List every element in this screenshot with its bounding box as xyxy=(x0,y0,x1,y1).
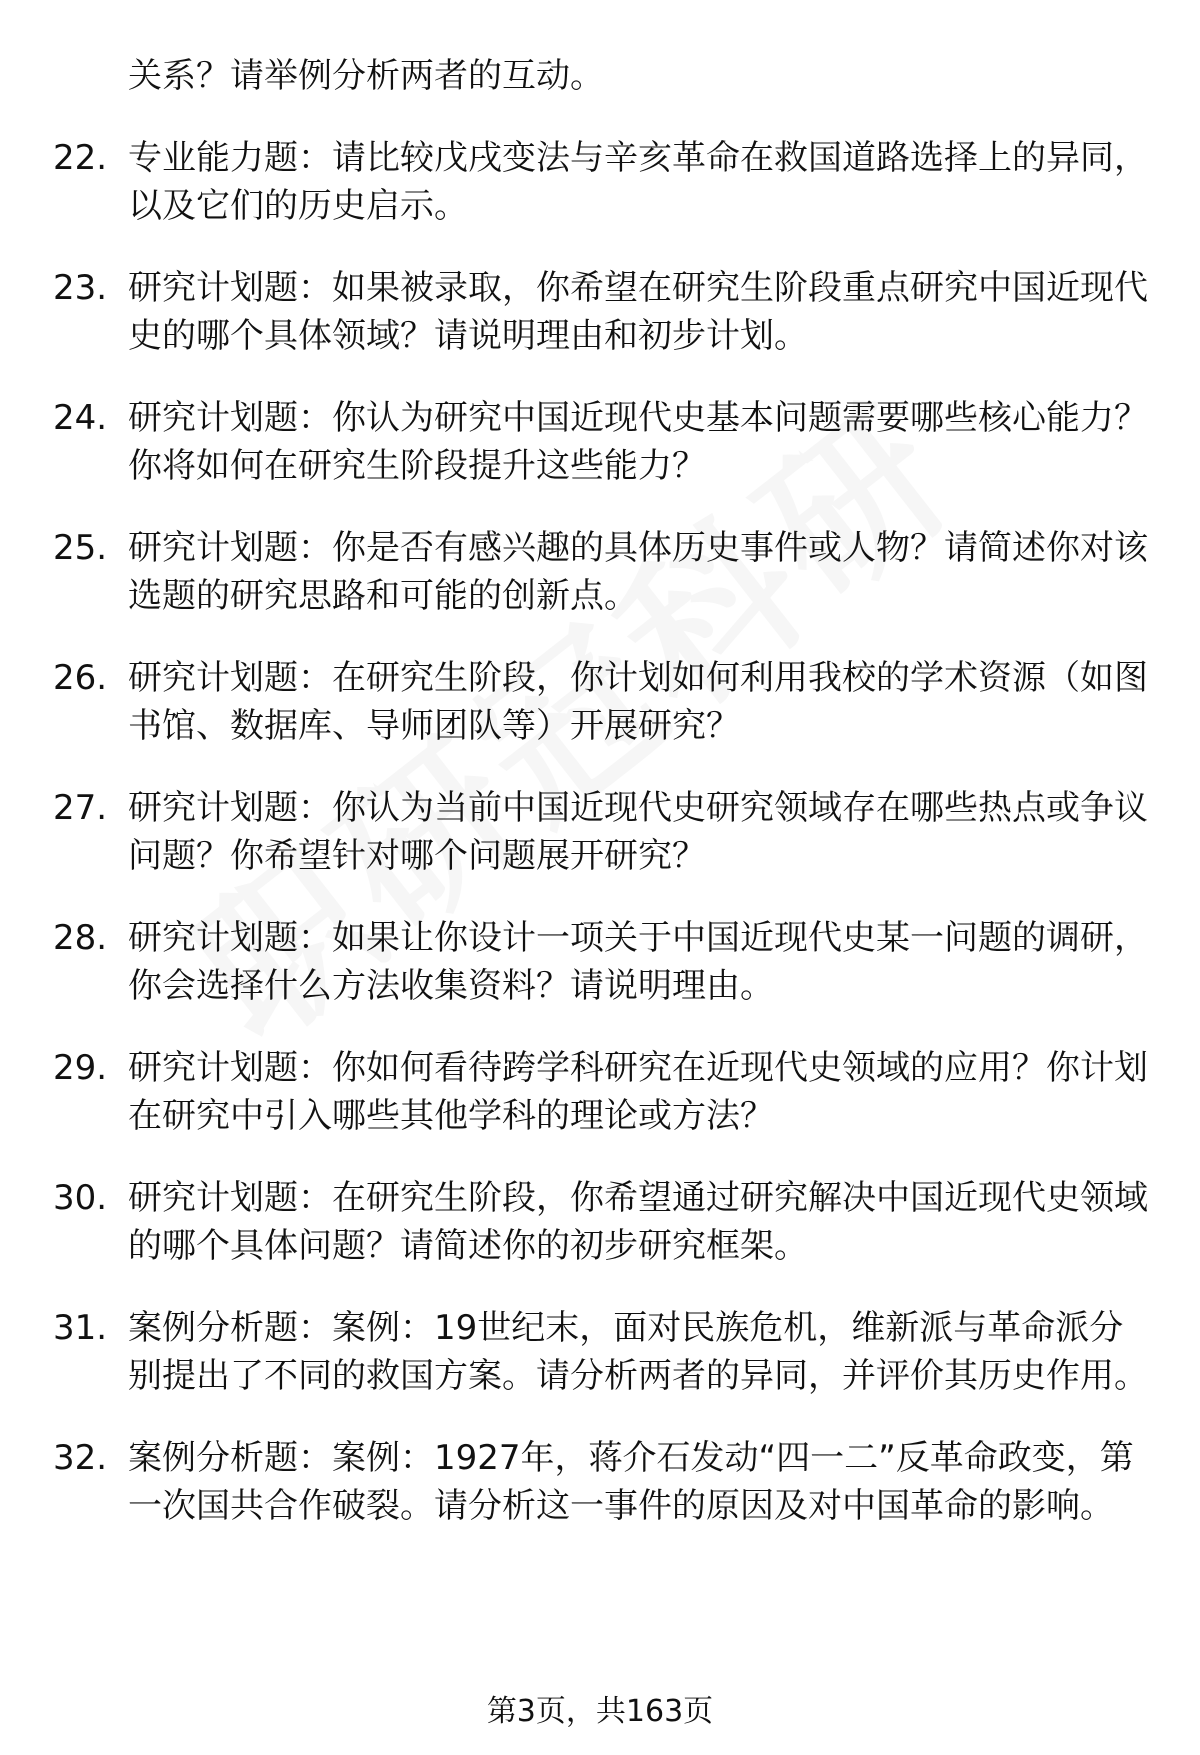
question-text: 研究计划题：你认为当前中国近现代史研究领域存在哪些热点或争议问题？你希望针对哪个问题展开研究？ xyxy=(128,788,1148,876)
question-number: 27. xyxy=(53,788,108,828)
question-number: 22. xyxy=(53,138,108,178)
question-item xyxy=(0,1174,1200,1270)
question-item xyxy=(0,134,1200,230)
question-text: 案例分析题：案例：19世纪末，面对民族危机，维新派与革命派分别提出了不同的救国方案。请分析两者的异同，并评价其历史作用。 xyxy=(128,1308,1148,1396)
page-footer: 第3页，共163页 xyxy=(486,1694,714,1729)
question-item xyxy=(0,394,1200,490)
question-item xyxy=(0,654,1200,750)
question-item xyxy=(0,1044,1200,1140)
question-list xyxy=(0,52,1200,1564)
question-text: 研究计划题：如果让你设计一项关于中国近现代史某一问题的调研，你会选择什么方法收集资料？请说明理由。 xyxy=(128,918,1148,1006)
question-text: 案例分析题：案例：1927年，蒋介石发动“四一二”反革命政变，第一次国共合作破裂。请分析这一事件的原因及对中国革命的影响。 xyxy=(128,1438,1134,1526)
question-text: 研究计划题：你认为研究中国近现代史基本问题需要哪些核心能力？你将如何在研究生阶段提升这些能力？ xyxy=(128,398,1148,486)
question-item xyxy=(0,914,1200,1010)
question-number: 23. xyxy=(53,268,108,308)
question-number: 31. xyxy=(53,1308,108,1348)
question-item xyxy=(0,264,1200,360)
question-number: 32. xyxy=(53,1438,108,1478)
question-text: 研究计划题：在研究生阶段，你计划如何利用我校的学术资源（如图书馆、数据库、导师团队等）开展研究？ xyxy=(128,658,1148,746)
question-number: 26. xyxy=(53,658,108,698)
question-number: 25. xyxy=(53,528,108,568)
question-number: 30. xyxy=(53,1178,108,1218)
question-number: 28. xyxy=(53,918,108,958)
question-number: 29. xyxy=(53,1048,108,1088)
question-text: 研究计划题：你是否有感兴趣的具体历史事件或人物？请简述你对该选题的研究思路和可能的创新点。 xyxy=(128,528,1148,616)
question-item xyxy=(0,784,1200,880)
continued-question-text: 关系？请举例分析两者的互动。 xyxy=(128,56,604,96)
question-item xyxy=(0,1434,1200,1530)
question-number: 24. xyxy=(53,398,108,438)
question-text: 研究计划题：如果被录取，你希望在研究生阶段重点研究中国近现代史的哪个具体领域？请说明理由和初步计划。 xyxy=(128,268,1148,356)
question-text: 研究计划题：你如何看待跨学科研究在近现代史领域的应用？你计划在研究中引入哪些其他学科的理论或方法？ xyxy=(128,1048,1148,1136)
question-item xyxy=(0,524,1200,620)
question-item xyxy=(0,1304,1200,1400)
question-text: 研究计划题：在研究生阶段，你希望通过研究解决中国近现代史领域的哪个具体问题？请简述你的初步研究框架。 xyxy=(128,1178,1148,1266)
question-text: 专业能力题：请比较戊戌变法与辛亥革命在救国道路选择上的异同，以及它们的历史启示。 xyxy=(128,138,1148,226)
